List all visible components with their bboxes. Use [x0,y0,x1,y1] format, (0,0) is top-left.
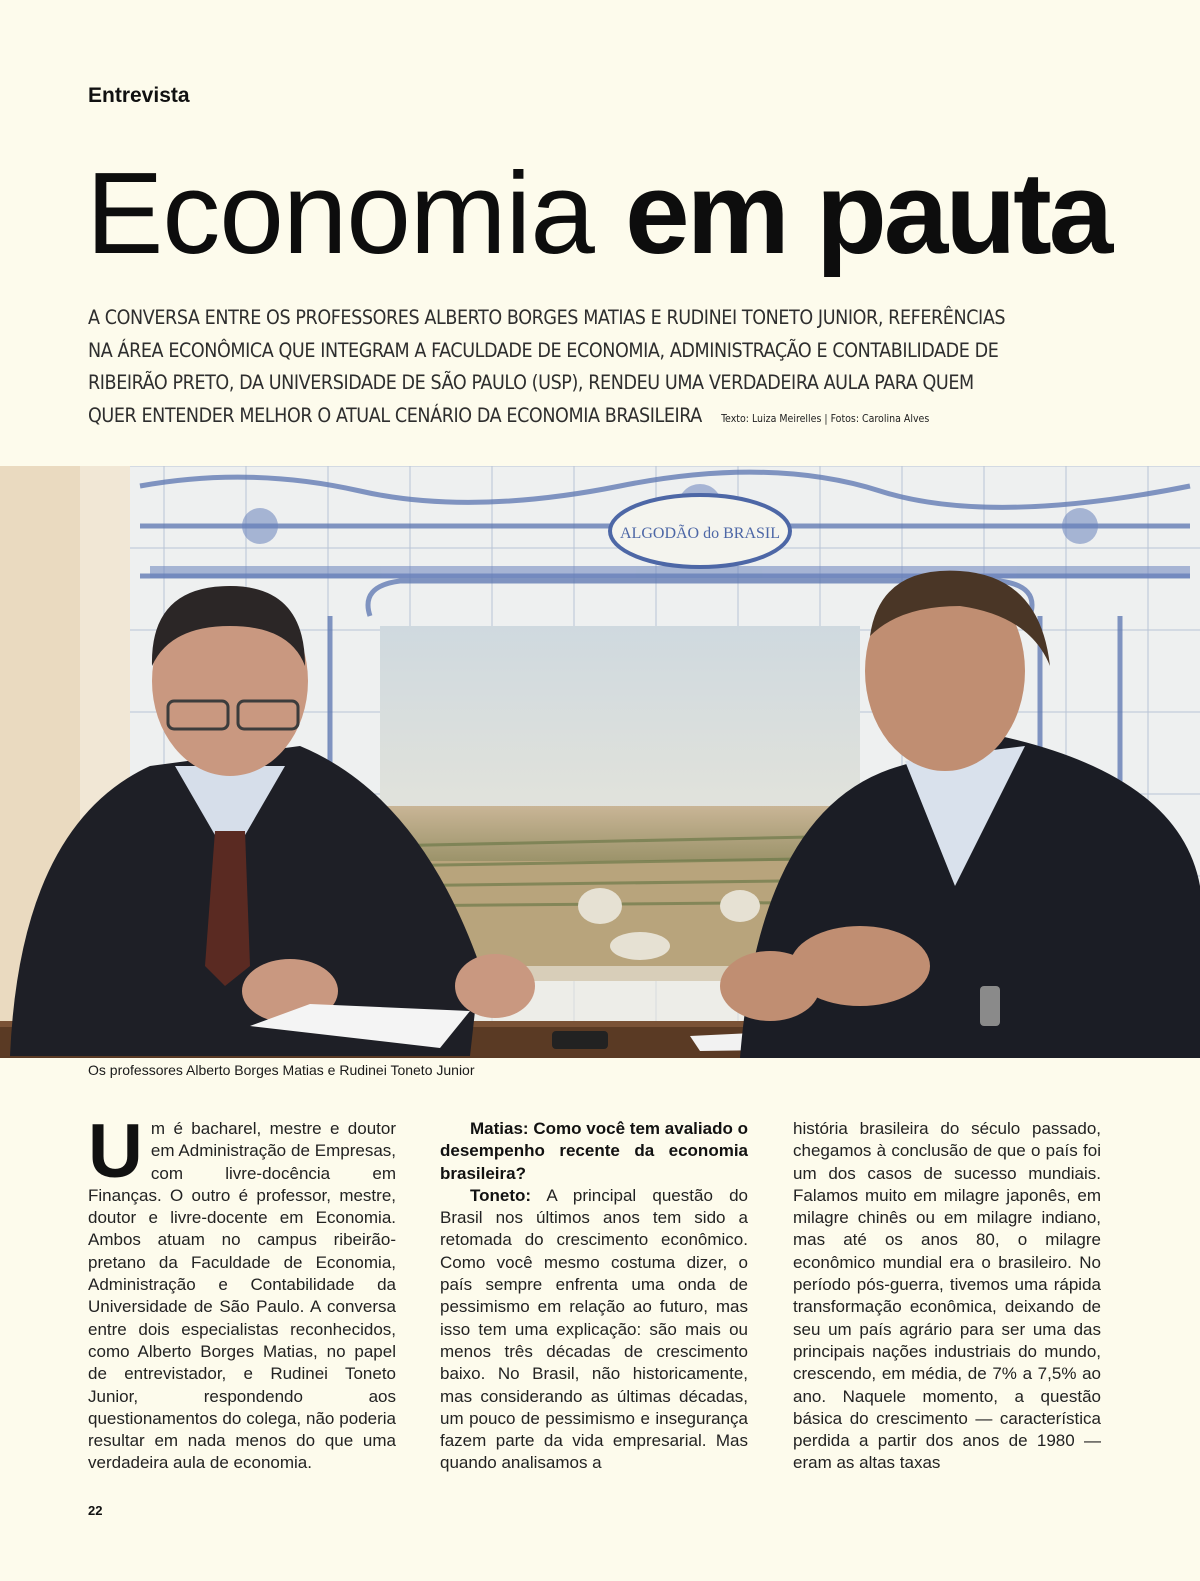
lede [88,302,1018,435]
answer-speaker: Toneto: [470,1185,532,1205]
intro-text: m é bacharel, mestre e doutor em Administração de Empresas, com livre-docência em Finanças. O outro é professor, mestre, doutor e livre-docente em Economia. Ambos atuam no campus ribeirão-pretano da Faculdade de Economia, Administração e Contabilidade da Universidade de São Paulo. A conversa entre dois especialistas reconhecidos, como Alberto Borges Matias, no papel de entrevistador, e Rudinei Toneto Junior, respondendo aos questionamentos do colega, não poderia resultar em nada menos do que uma verdadeira aula de economia. [88,1119,396,1473]
answer-continuation: história brasileira do século passado, chegamos à conclusão de que o país foi um dos casos de sucesso mundiais. Falamos muito em milagre japonês, em milagre chinês ou em milagre indiano, mas até os anos 80, o milagre econômico mundial era o brasileiro. No período pós-guerra, tivemos uma rápida transformação econômica, deixando de seu um país agrário para ser uma das principais nações industriais do mundo, crescendo, em média, de 7% a 7,5% ao ano. Naquele momento, a questão básica do crescimento — característica perdida a partir dos anos de 1980 — eram as altas taxas [793,1119,1101,1473]
tile-sign-text: ALGODÃO do BRASIL [620,525,780,542]
interview-question: Matias: Como você tem avaliado o desempenho recente da economia brasileira? [440,1119,748,1183]
section-label: Entrevista [88,84,190,107]
article-column-1 [88,1109,396,1475]
interview-answer [440,1185,748,1475]
photo-caption: Os professores Alberto Borges Matias e Rudinei Toneto Junior [88,1062,475,1078]
article-column-3 [793,1118,1101,1475]
page-number: 22 [88,1503,103,1518]
answer-text: A principal questão do Brasil nos últimos anos tem sido a retomada do crescimento econômico. Como você mesmo costuma dizer, o país sempre enfrenta uma onda de pessimismo em relação ao futuro, mas isso tem uma explicação: são mais ou menos três décadas de crescimento baixo. No Brasil, não historicamente, mas considerando as últimas décadas, um pouco de pessimismo e insegurança fazem parte da vida empresarial. Mas quando analisamos a [440,1185,748,1473]
headline-bold: em pauta [625,148,1111,278]
article-photo [0,466,1200,1058]
intro-paragraph [88,1109,396,1475]
headline-light: Economia [86,148,594,278]
article-column-2 [440,1118,748,1475]
lede-text: A CONVERSA ENTRE OS PROFESSORES ALBERTO BORGES MATIAS E RUDINEI TONETO JUNIOR, REFERÊNCIAS NA ÁREA ECONÔMICA QUE INTEGRAM A FACULDADE DE ECONOMIA, ADMINISTRAÇÃO E CONTABILIDADE DE RIBEIRÃO PRETO, DA UNIVERSIDADE DE SÃO PAULO (USP), RENDEU UMA VERDADEIRA AULA PARA QUEM QUER ENTENDER MELHOR O ATUAL CENÁRIO DA ECONOMIA BRASILEIRA [88,306,1006,427]
headline [86,148,1110,278]
photo-illustration [0,466,1200,1058]
photo-credits: Texto: Luiza Meirelles | Fotos: Carolina Alves [721,412,930,425]
drop-cap: U [88,1109,143,1194]
